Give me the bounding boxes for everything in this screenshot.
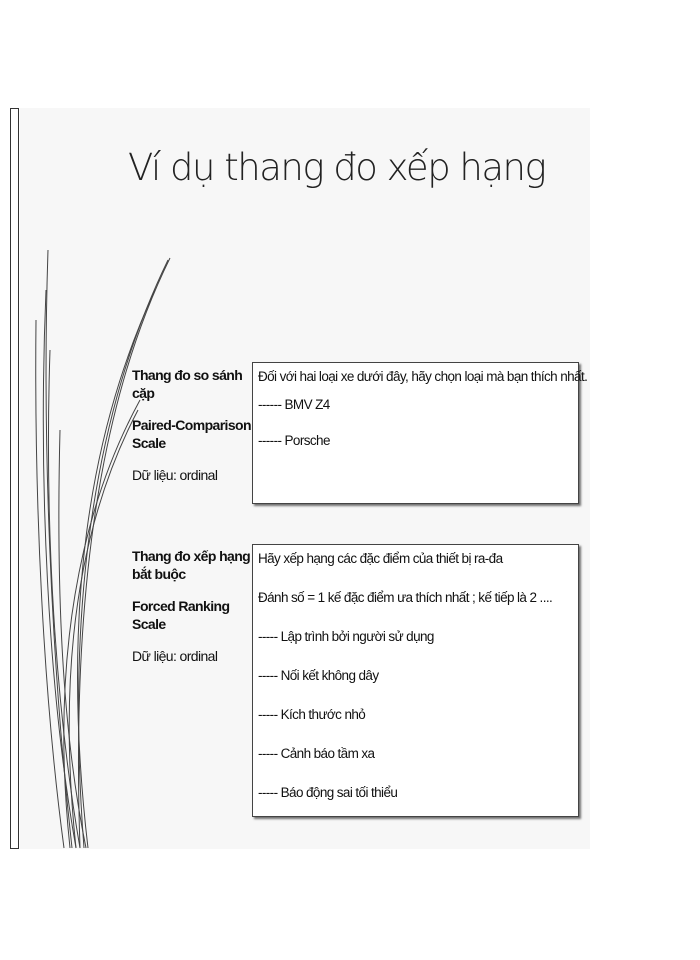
forced-ranking-labels	[132, 547, 252, 679]
paired-option: ------ BMV Z4	[258, 397, 330, 412]
forced-instruction: Hãy xếp hạng các đặc điểm của thiết bị ra-đa	[258, 551, 503, 566]
paired-name-en: Paired-Comparison Scale	[132, 417, 251, 451]
paired-name-vi: Thang đo so sánh cặp	[132, 367, 243, 401]
forced-name-vi: Thang đo xếp hạng bắt buộc	[132, 548, 251, 582]
paired-instruction: Đối với hai loại xe dưới đây, hãy chọn loại mà bạn thích nhất.	[258, 369, 588, 384]
forced-option: ----- Báo động sai tối thiểu	[258, 785, 398, 800]
forced-data-type: Dữ liệu: ordinal	[132, 648, 218, 664]
forced-name-en: Forced Ranking Scale	[132, 598, 230, 632]
paired-data-type: Dữ liệu: ordinal	[132, 467, 218, 483]
slide-title: Ví dụ thang đo xếp hạng	[128, 146, 546, 189]
slide-frame	[10, 108, 19, 849]
forced-option: ----- Lập trình bởi người sử dụng	[258, 629, 434, 644]
forced-option: ----- Kích thước nhỏ	[258, 707, 366, 722]
paired-comparison-box	[252, 362, 588, 504]
forced-option: ----- Nối kết không dây	[258, 668, 379, 683]
forced-note: Đánh số = 1 kế đặc điểm ưa thích nhất ; kế tiếp là 2 ....	[258, 590, 553, 605]
paired-option: ------ Porsche	[258, 433, 330, 448]
forced-ranking-box	[252, 544, 579, 817]
forced-option: ----- Cảnh báo tầm xa	[258, 746, 375, 761]
decorative-leaf-strokes	[20, 230, 220, 850]
paired-comparison-labels	[132, 366, 252, 498]
